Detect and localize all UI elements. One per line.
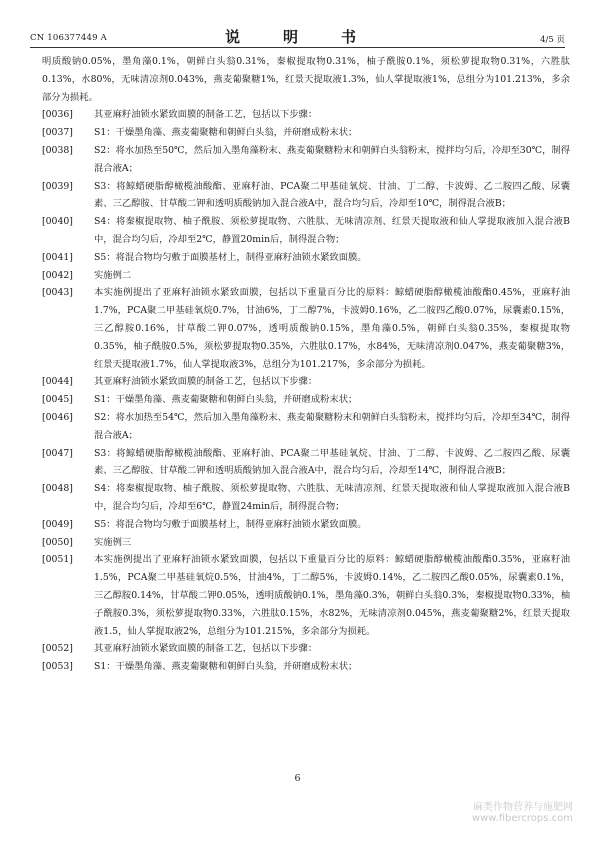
- page-header: [30, 22, 565, 46]
- paragraph-text: 本实施例提出了亚麻籽油锁水紧致面膜，包括以下重量百分比的原料：鲸蜡硬脂醇橄榄油酸酯0.35%，亚麻籽油1.5%，PCA聚二甲基硅氧烷0.5%，甘油4%，丁二醇5%，卡波姆0.14%，乙二胺四乙酸0.05%，尿囊素0.1%，三乙醇胺0.14%，甘草酸二钾0.05%，透明质酸钠0.1%，墨角藻0.3%，朝鲜白头翁0.3%，秦椒提取物0.33%，柚子酰胺0.3%，须松萝提取物0.33%，六胜肽0.15%，水82%，无味清凉剂0.045%，燕麦葡聚糖2%，红景天提取液1.5，仙人掌提取液2%，总组分为101.215%，多余部分为损耗。: [94, 554, 570, 637]
- paragraph-number: [0037]: [42, 127, 73, 139]
- paragraph-text: S2：将水加热至50℃，然后加入墨角藻粉末、燕麦葡聚糖粉末和朝鲜白头翁粉末，搅拌均匀后，冷却至30℃，制得混合液A；: [94, 144, 570, 174]
- paragraph-number: [0039]: [42, 180, 73, 192]
- paragraph-number: [0046]: [42, 411, 73, 423]
- paragraph: [42, 516, 570, 534]
- paragraph: [42, 658, 570, 676]
- paragraph-text: 实施例三: [94, 536, 132, 548]
- paragraph-text: S5：将混合物均匀敷于面膜基材上，制得亚麻籽油锁水紧致面膜。: [94, 251, 367, 263]
- paragraph: [42, 445, 570, 481]
- paragraph: [42, 391, 570, 409]
- document-body: [42, 53, 570, 676]
- paragraph-text: S1：干燥墨角藻、燕麦葡聚糖和朝鲜白头翁，并研磨成粉末状；: [94, 127, 358, 139]
- paragraph-text: S5：将混合物均匀敷于面膜基材上，制得亚麻籽油锁水紧致面膜。: [94, 518, 367, 530]
- paragraph-text: S3：将鲸蜡硬脂醇橄榄油酸酯、亚麻籽油、PCA聚二甲基硅氧烷、甘油、丁二醇、卡波姆、乙二胺四乙酸、尿囊素、三乙醇胺、甘草酸二钾和透明质酸钠加入混合液A中，混合均匀后，冷却至14℃，制得混合液B；: [94, 447, 570, 477]
- paragraph: [42, 142, 570, 178]
- paragraph-text: 其亚麻籽油锁水紧致面膜的制备工艺，包括以下步骤：: [94, 109, 318, 121]
- paragraph-number: [0038]: [42, 144, 73, 156]
- watermark-site-name: 麻类作物营养与施肥网: [473, 802, 573, 813]
- paragraph: [42, 267, 570, 285]
- paragraph-text: S3：将鲸蜡硬脂醇橄榄油酸酯、亚麻籽油、PCA聚二甲基硅氧烷、甘油、丁二醇、卡波姆、乙二胺四乙酸、尿囊素、三乙醇胺、甘草酸二钾和透明质酸钠加入混合液A中，混合均匀后，冷却至10℃，制得混合液B；: [94, 180, 570, 210]
- continuation-paragraph: [42, 53, 570, 106]
- paragraph-text: 其亚麻籽油锁水紧致面膜的制备工艺，包括以下步骤：: [94, 643, 318, 655]
- paragraph-number: [0051]: [42, 554, 73, 566]
- paragraph-text: 明质酸钠0.05%，墨角藻0.1%，朝鲜白头翁0.31%，秦椒提取物0.31%，柚子酰胺0.1%，须松萝提取物0.31%，六胜肽0.13%，水80%，无味清凉剂0.043%，燕麦葡聚糖1%，红景天提取液1.3%，仙人掌提取液1%，总组分为101.213%，多余部分为损耗。: [42, 56, 570, 103]
- paragraph-number: [0036]: [42, 109, 73, 121]
- paragraph-text: S4：将秦椒提取物、柚子酰胺、须松萝提取物、六胜肽、无味清凉剂、红景天提取液和仙人掌提取液加入混合液B中，混合均匀后，冷却至2℃，静置20min后，制得混合物；: [94, 216, 570, 245]
- paragraph-number: [0040]: [42, 216, 73, 228]
- patent-number: CN 106377449 A: [30, 33, 107, 43]
- document-title: 说 明 书: [224, 28, 370, 46]
- paragraph-text: S1：干燥墨角藻、燕麦葡聚糖和朝鲜白头翁，并研磨成粉末状；: [94, 394, 358, 406]
- header-rule: [30, 47, 565, 48]
- paragraph: [42, 213, 570, 249]
- paragraph-text: S4：将秦椒提取物、柚子酰胺、须松萝提取物、六胜肽、无味清凉剂、红景天提取液和仙人掌提取液加入混合液B中，混合均匀后，冷却至6℃，静置24min后，制得混合物；: [94, 483, 570, 512]
- paragraph: [42, 409, 570, 445]
- paragraph: [42, 249, 570, 267]
- page-indicator: 4/5 页: [540, 35, 565, 45]
- paragraph: [42, 480, 570, 516]
- watermark-url: www.fibercrops.com: [471, 813, 573, 824]
- paragraph-text: 实施例二: [94, 269, 132, 281]
- paragraph: [42, 106, 570, 124]
- paragraph-number: [0041]: [42, 251, 73, 263]
- paragraph-text: 本实施例提出了亚麻籽油锁水紧致面膜，包括以下重量百分比的原料：鲸蜡硬脂醇橄榄油酸酯0.45%，亚麻籽油1.7%，PCA聚二甲基硅氧烷0.7%，甘油6%，丁二醇7%，卡波姆0.16%，乙二胺四乙酸0.07%，尿囊素0.15%，三乙醇胺0.16%，甘草酸二钾0.07%，透明质酸钠0.15%，墨角藻0.5%，朝鲜白头翁0.35%，秦椒提取物0.35%，柚子酰胺0.5%，须松萝提取物0.35%，六胜肽0.17%，水84%，无味清凉剂0.047%，燕麦葡聚糖3%，红景天提取液1.7%，仙人掌提取液3%，总组分为101.217%，多余部分为损耗。: [94, 287, 570, 370]
- watermark: [472, 798, 573, 824]
- paragraph-number: [0049]: [42, 518, 73, 530]
- paragraph-number: [0042]: [42, 269, 73, 281]
- paragraph: [42, 373, 570, 391]
- paragraph-number: [0050]: [42, 536, 73, 548]
- paragraph-number: [0043]: [42, 287, 73, 299]
- paragraph-number: [0044]: [42, 376, 73, 388]
- paragraph-number: [0045]: [42, 394, 73, 406]
- paragraph-number: [0048]: [42, 483, 73, 495]
- paragraph: [42, 124, 570, 142]
- paragraph: [42, 534, 570, 552]
- paragraph: [42, 640, 570, 658]
- paragraph: [42, 178, 570, 214]
- paragraph: [42, 551, 570, 640]
- paragraph-number: [0052]: [42, 643, 73, 655]
- paragraph: [42, 284, 570, 373]
- paragraph-number: [0053]: [42, 661, 73, 673]
- paragraph-text: S1：干燥墨角藻、燕麦葡聚糖和朝鲜白头翁，并研磨成粉末状；: [94, 661, 358, 673]
- paragraph-number: [0047]: [42, 447, 73, 459]
- paragraph-text: S2：将水加热至54℃，然后加入墨角藻粉末、燕麦葡聚糖粉末和朝鲜白头翁粉末，搅拌均匀后，冷却至34℃，制得混合液A；: [94, 411, 570, 441]
- page-number: 6: [294, 773, 301, 784]
- paragraph-text: 其亚麻籽油锁水紧致面膜的制备工艺，包括以下步骤：: [94, 376, 318, 388]
